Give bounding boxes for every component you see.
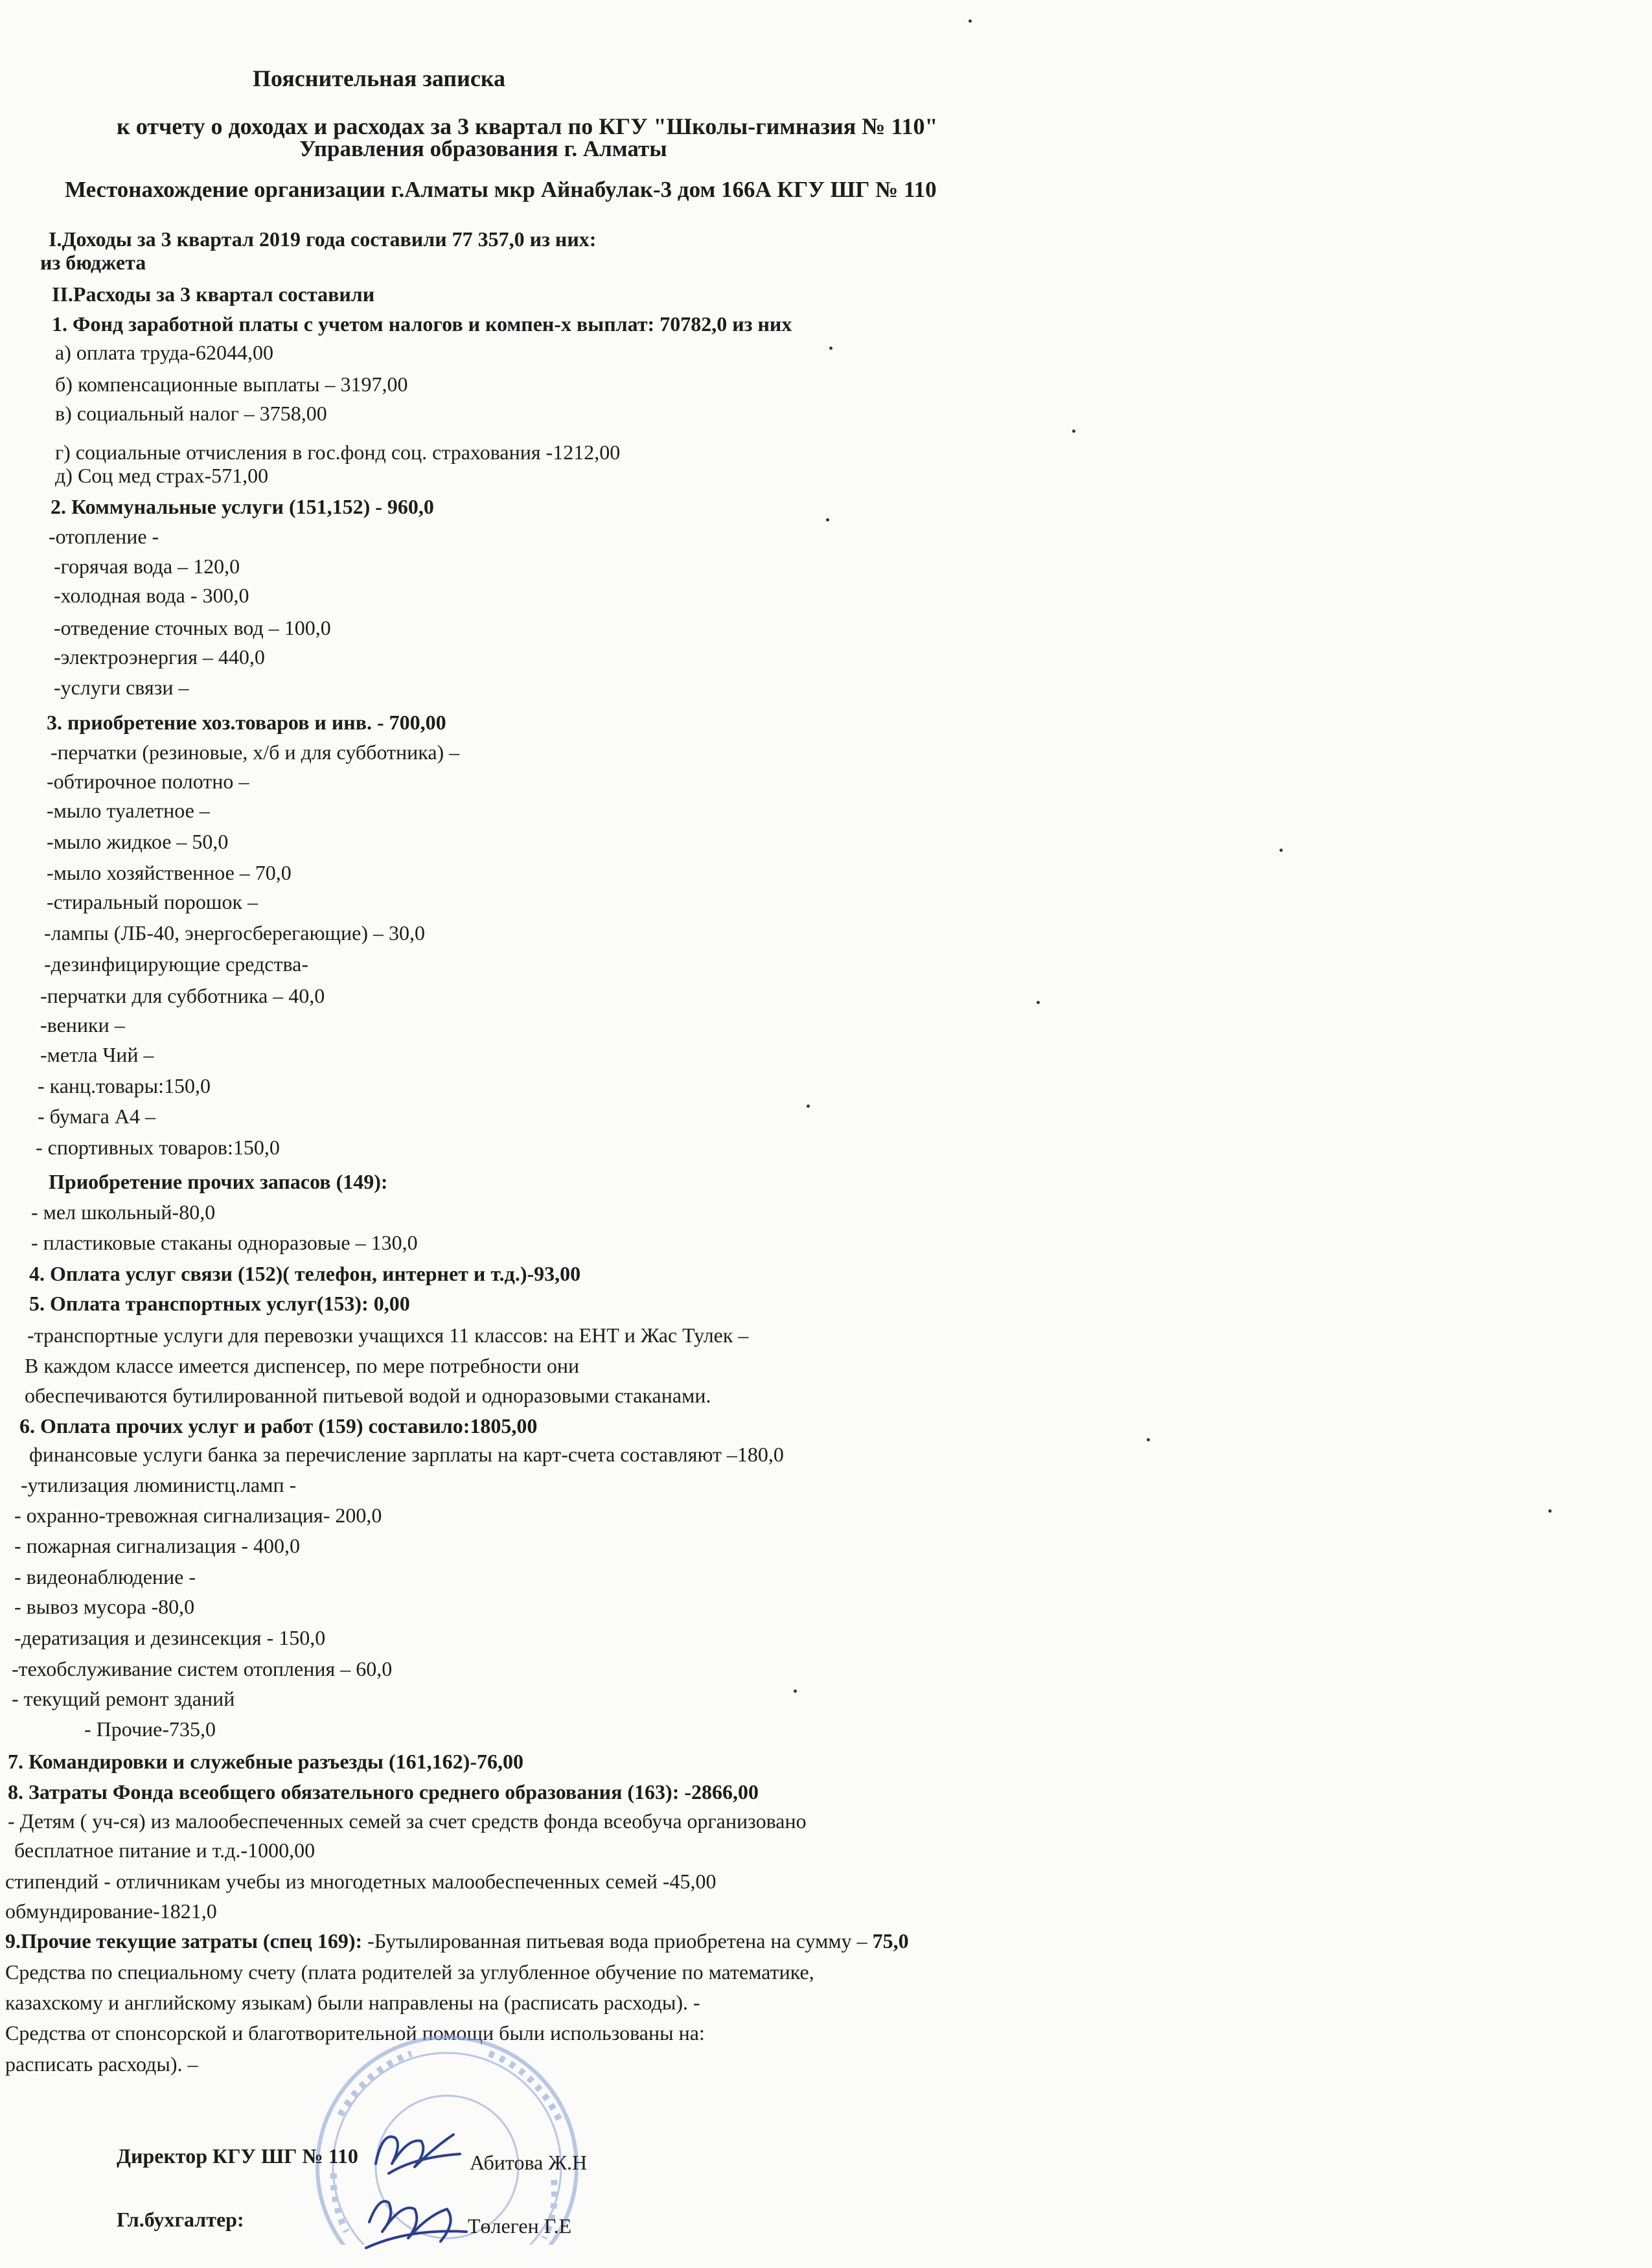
list-item: расписать расходы). –: [5, 2052, 198, 2076]
list-item: - вывоз мусора -80,0: [14, 1595, 195, 1618]
list-item: финансовые услуги банка за перечисление зарплаты на карт-счета составляют –180,0: [29, 1443, 784, 1466]
income-budget-label: из бюджета: [40, 251, 146, 274]
list-item: - Прочие-735,0: [84, 1717, 216, 1741]
list-item: - Детям ( уч-ся) из малообеспеченных семей за счет средств фонда всеобуча организовано: [8, 1809, 807, 1833]
list-item: стипендий - отличникам учебы из многодетных малообеспеченных семей -45,00: [5, 1870, 717, 1893]
director-label: Директор КГУ ШГ № 110: [117, 2144, 358, 2168]
list-item: -перчатки (резиновые, х/б и для субботника) –: [51, 740, 460, 764]
expenses-heading: II.Расходы за 3 квартал составили: [52, 282, 375, 306]
section-9-title-text: -Бутылированная питьевая вода приобретена на сумму –: [362, 1929, 873, 1953]
list-item: Средства от спонсорской и благотворительной помощи были использованы на:: [5, 2021, 705, 2045]
location-line: Местонахождение организации г.Алматы мкр Айнабулак-3 дом 166А КГУ ШГ № 110: [65, 177, 937, 202]
list-item: - видеонаблюдение -: [14, 1565, 196, 1588]
section-9-title-amount: 75,0: [872, 1929, 909, 1953]
list-item: -холодная вода - 300,0: [54, 584, 249, 607]
section-3-title: 3. приобретение хоз.товаров и инв. - 700,00: [47, 711, 446, 734]
list-item: -веники –: [40, 1013, 125, 1037]
list-item: -горячая вода – 120,0: [54, 555, 240, 578]
list-item: - пластиковые стаканы одноразовые – 130,0: [31, 1231, 418, 1254]
list-item: -мыло жидкое – 50,0: [47, 830, 229, 853]
list-item: - охранно-тревожная сигнализация- 200,0: [14, 1504, 382, 1527]
scan-speck: [1072, 430, 1075, 433]
list-item: -утилизация люминистц.ламп -: [21, 1473, 297, 1496]
section-9-title: [5, 1930, 909, 1951]
scan-speck: [969, 19, 972, 23]
list-item: -мыло хозяйственное – 70,0: [47, 861, 292, 884]
list-item: - текущий ремонт зданий: [12, 1687, 235, 1710]
list-item: -метла Чий –: [40, 1043, 154, 1066]
scan-speck: [794, 1690, 797, 1693]
list-item: - бумага А4 –: [38, 1105, 155, 1128]
scan-speck: [826, 518, 829, 521]
list-item: -стиральный порошок –: [47, 890, 258, 913]
department-line: Управления образования г. Алматы: [299, 136, 667, 161]
accountant-label: Гл.бухгалтер:: [117, 2208, 244, 2231]
list-item: -перчатки для субботника – 40,0: [40, 984, 325, 1007]
section-9-title-label: 9.Прочие текущие затраты (спец 169):: [5, 1929, 363, 1953]
section-5-title: 5. Оплата транспортных услуг(153): 0,00: [29, 1292, 410, 1315]
scan-speck: [829, 347, 832, 350]
income-line: I.Доходы за 3 квартал 2019 года составили 77 357,0 из них:: [49, 227, 597, 251]
section-1-title: 1. Фонд заработной платы с учетом налогов и компен-х выплат: 70782,0 из них: [52, 312, 792, 336]
list-item: В каждом классе имеется диспенсер, по мере потребности они: [25, 1354, 580, 1377]
scan-speck: [1037, 1001, 1040, 1004]
list-item: -техобслуживание систем отопления – 60,0: [12, 1657, 393, 1680]
document-subtitle: к отчету о доходах и расходах за 3 квартал по КГУ "Школы-гимназия № 110": [117, 113, 938, 139]
section-2-title: 2. Коммунальные услуги (151,152) - 960,0: [51, 495, 434, 518]
accountant-name: Төлеген Г.Е: [468, 2214, 572, 2238]
list-item: -дезинфицирующие средства-: [44, 952, 308, 976]
list-item: -мыло туалетное –: [47, 799, 210, 822]
list-item: -услуги связи –: [54, 676, 189, 699]
list-item: б) компенсационные выплаты – 3197,00: [55, 372, 408, 396]
scan-speck: [807, 1105, 810, 1108]
list-item: - мел школьный-80,0: [31, 1200, 216, 1224]
list-item: в) социальный налог – 3758,00: [55, 402, 327, 425]
document-title: Пояснительная записка: [253, 65, 506, 91]
handwritten-signatures: [363, 2118, 473, 2261]
list-item: - пожарная сигнализация - 400,0: [14, 1534, 300, 1557]
list-item: Средства по специальному счету (плата родителей за углубленное обучение по математике,: [5, 1960, 814, 1984]
list-item: а) оплата труда-62044,00: [55, 341, 273, 364]
section-4-title: 4. Оплата услуг связи (152)( телефон, интернет и т.д.)-93,00: [29, 1262, 581, 1285]
list-item: обеспечиваются бутилированной питьевой водой и одноразовыми стаканами.: [25, 1384, 711, 1407]
scan-speck: [1279, 849, 1283, 852]
scan-speck: [1548, 1509, 1552, 1513]
section-7-title: 7. Командировки и служебные разъезды (161,162)-76,00: [8, 1750, 523, 1773]
list-item: -электроэнергия – 440,0: [54, 645, 265, 669]
list-item: -лампы (ЛБ-40, энергосберегающие) – 30,0: [44, 921, 425, 945]
list-item: - спортивных товаров:150,0: [36, 1136, 280, 1159]
director-name: Абитова Ж.Н: [470, 2151, 588, 2174]
list-item: -дератизация и дезинсекция - 150,0: [14, 1626, 326, 1649]
list-item: -отопление -: [49, 525, 159, 548]
section-6-title: 6. Оплата прочих услуг и работ (159) составило:1805,00: [19, 1414, 538, 1438]
list-item: обмундирование-1821,0: [5, 1899, 217, 1923]
other-stock-title: Приобретение прочих запасов (149):: [49, 1170, 388, 1193]
scan-speck: [1147, 1438, 1150, 1441]
list-item: - канц.товары:150,0: [38, 1074, 211, 1097]
list-item: -обтирочное полотно –: [47, 770, 249, 793]
list-item: -транспортные услуги для перевозки учащихся 11 классов: на ЕНТ и Жас Тулек –: [27, 1323, 749, 1347]
list-item: г) социальные отчисления в гос.фонд соц. страхования -1212,00: [55, 441, 621, 464]
list-item: бесплатное питание и т.д.-1000,00: [14, 1838, 315, 1862]
section-8-title: 8. Затраты Фонда всеобщего обязательного среднего образования (163): -2866,00: [8, 1780, 759, 1804]
list-item: -отведение сточных вод – 100,0: [54, 616, 331, 639]
list-item: д) Соц мед страх-571,00: [55, 464, 269, 487]
list-item: казахскому и английскому языкам) были направлены на (расписать расходы). -: [5, 1991, 700, 2014]
